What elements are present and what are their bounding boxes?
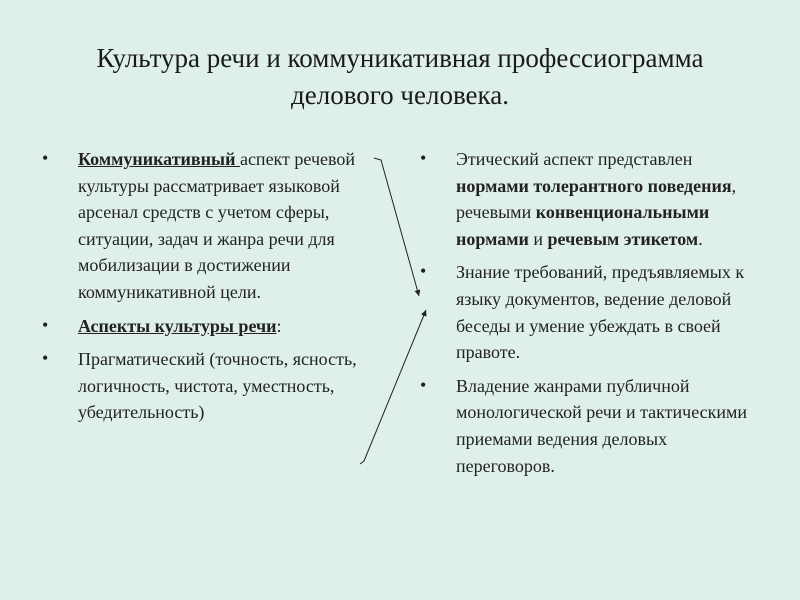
ethical-text-3: и (528, 228, 548, 249)
right-item-ethical-aspect (420, 146, 760, 252)
arrow-down-connector (374, 158, 419, 296)
bullet-icon: • (420, 148, 427, 168)
left-item-communicative-aspect (42, 146, 372, 306)
ethical-bold-conventional: конвенциональными нормами (456, 202, 710, 249)
left-item-speech-culture-aspects (42, 313, 372, 340)
right-column (420, 146, 760, 486)
public-speech-text: Владение жанрами публичной монологической речи и тактическими приемами ведения деловых переговоров. (456, 375, 748, 476)
slide-title (20, 40, 780, 114)
ethical-text-1: Этический аспект представлен (456, 149, 693, 169)
slide-title-line-2: делового человека. (291, 80, 509, 110)
right-item-public-speech (420, 373, 760, 479)
right-bullet-list (420, 146, 760, 479)
ethical-bold-etiquette: речевым этикетом (547, 228, 699, 249)
document-language-text: Знание требований, предъявляемых к языку документов, ведение деловой беседы и умение убеждать в своей правоте. (456, 262, 745, 363)
aspects-colon: : (276, 315, 282, 336)
slide-title-line-1: Культура речи и коммуникативная профессиограмма (96, 43, 704, 73)
bullet-icon: • (420, 261, 427, 282)
left-column (42, 146, 372, 433)
ethical-bold-tolerance: нормами толерантного поведения (456, 175, 732, 196)
bullet-icon: • (42, 148, 49, 168)
left-item-pragmatic (42, 346, 372, 426)
communicative-description: аспект речевой культуры рассматривает языковой арсенал средств с учетом сферы, ситуации, задач и жанра речи для мобилизации в достижении коммуникативной цели. (78, 149, 356, 302)
aspects-heading: Аспекты культуры речи (78, 315, 277, 336)
bullet-icon: • (420, 374, 427, 395)
ethical-text-4: . (698, 228, 703, 249)
left-bullet-list (42, 146, 372, 426)
ethical-text-2: , речевыми (456, 175, 737, 223)
right-item-document-language (420, 259, 760, 365)
pragmatic-text: Прагматический (точность, ясность, логичность, чистота, уместность, убедительность) (78, 349, 357, 423)
communicative-term: Коммуникативный (78, 149, 240, 169)
bullet-icon: • (42, 314, 49, 335)
bullet-icon: • (42, 348, 49, 369)
